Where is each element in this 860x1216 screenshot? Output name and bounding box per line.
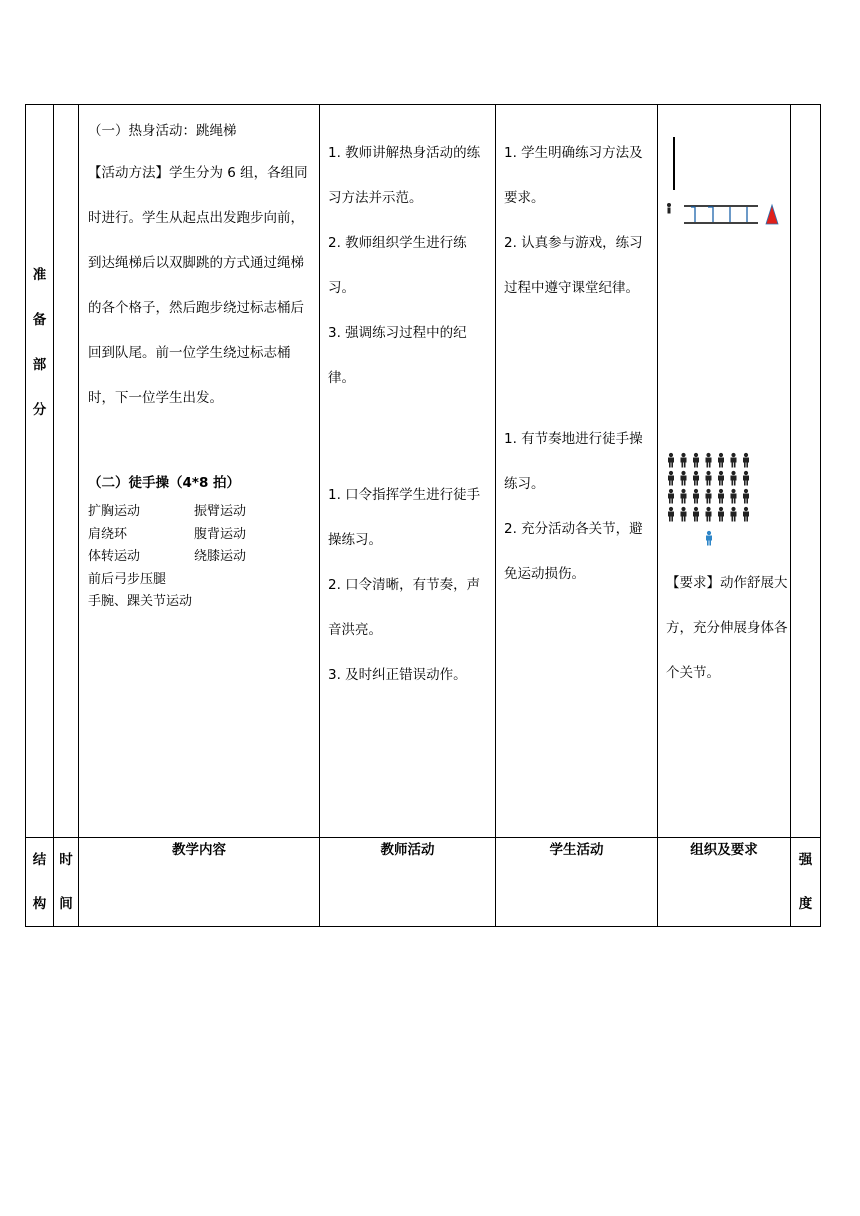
- lesson-plan-table: [25, 104, 821, 927]
- section-char: 分: [32, 402, 47, 418]
- exercise-row: [88, 569, 311, 592]
- student-figure-icon: [731, 453, 737, 468]
- student-figure-icon: [668, 507, 674, 522]
- student-step: 1. 学生明确练习方法及要求。: [504, 145, 643, 206]
- header-char: 构: [32, 896, 47, 912]
- teacher-step: 2. 口令清晰，有节奏，声音洪亮。: [328, 577, 481, 638]
- teaching-content-cell: [79, 105, 320, 838]
- student-figure-icon: [706, 453, 712, 468]
- rope-ladder-diagram: [666, 133, 786, 233]
- student-figure-icon: [668, 489, 674, 504]
- student-figure-icon: [731, 471, 737, 486]
- prep-row: [26, 105, 821, 838]
- student-step: 2. 认真参与游戏，练习过程中遵守课堂纪律。: [504, 235, 643, 296]
- student-figure-icon: [731, 489, 737, 504]
- time-cell: [54, 105, 79, 838]
- teacher-step: 2. 教师组织学生进行练习。: [328, 235, 467, 296]
- student-figure-icon: [743, 471, 749, 486]
- header-intensity: [791, 838, 821, 927]
- header-char: 强: [798, 852, 813, 868]
- header-char: 时: [59, 852, 73, 868]
- exercise-item: 振臂运动: [194, 504, 247, 519]
- calisthenics-title: （二）徒手操（4*8 拍）: [88, 475, 241, 491]
- exercise-item: 扩胸运动: [88, 504, 141, 519]
- activity-method: 【活动方法】学生分为 6 组，各组同时进行。学生从起点出发跑步向前，到达绳梯后以双脚跳的方式通过绳梯的各个格子，然后跑步绕过标志桶后回到队尾。前一位学生绕过标志桶时，下一位学生出发。: [88, 165, 308, 406]
- header-structure: [26, 838, 54, 927]
- student-figure-icon: [718, 453, 724, 468]
- student-figure-icon: [706, 489, 712, 504]
- header-student: 学生活动: [496, 838, 658, 927]
- marker-cone-icon: [766, 205, 778, 224]
- formation-diagram: [666, 449, 786, 559]
- exercise-item: 肩绕环: [88, 526, 128, 542]
- teacher-step: 3. 强调练习过程中的纪律。: [328, 325, 467, 386]
- exercise-row: [88, 591, 311, 614]
- exercise-item: 体转运动: [88, 549, 141, 564]
- student-figure-icon: [743, 453, 749, 468]
- teacher-activity-cell: [320, 105, 496, 838]
- student-figure-icon: [681, 507, 687, 522]
- student-figure-icon: [731, 507, 737, 522]
- student-figure-icon: [743, 489, 749, 504]
- teacher-step: 1. 口令指挥学生进行徒手操练习。: [328, 487, 481, 548]
- student-figure-icon: [681, 471, 687, 486]
- spacer: [328, 401, 489, 473]
- intensity-cell: [791, 105, 821, 838]
- header-teacher: 教师活动: [320, 838, 496, 927]
- header-char: 结: [32, 852, 47, 868]
- exercise-row: [88, 501, 311, 524]
- section-char: 部: [32, 357, 47, 373]
- header-row: [26, 838, 821, 927]
- section-char: 备: [32, 312, 47, 328]
- exercise-item: 手腕、踝关节运动: [88, 594, 193, 609]
- exercise-row: [88, 546, 311, 569]
- student-figure-icon: [706, 471, 712, 486]
- student-figure-icon: [668, 453, 674, 468]
- student-figure-icon: [681, 489, 687, 504]
- teacher-step: 3. 及时纠正错误动作。: [328, 667, 467, 683]
- header-content: 教学内容: [79, 838, 320, 927]
- student-figure-icon: [693, 489, 699, 504]
- student-figure-icon: [693, 453, 699, 468]
- student-activity-cell: [496, 105, 658, 838]
- exercise-item: 绕膝运动: [194, 549, 247, 564]
- teacher-step: 1. 教师讲解热身活动的练习方法并示范。: [328, 145, 481, 206]
- student-figure-icon: [668, 471, 674, 486]
- student-figure-icon: [718, 471, 724, 486]
- rope-ladder-icon: [684, 206, 758, 223]
- spacer: [504, 311, 651, 417]
- student-figure-icon: [693, 471, 699, 486]
- teacher-figure-icon: [706, 531, 712, 546]
- student-figure-icon: [706, 507, 712, 522]
- section-label-prep: [26, 105, 54, 838]
- student-figure-icon: [743, 507, 749, 522]
- header-time: [54, 838, 79, 927]
- exercise-item: 前后弓步压腿: [88, 571, 167, 587]
- header-char: 度: [798, 896, 813, 912]
- student-figure-icon: [681, 453, 687, 468]
- organization-requirement: 【要求】动作舒展大方，充分伸展身体各个关节。: [666, 575, 788, 681]
- organization-cell: [658, 105, 791, 838]
- header-organization: 组织及要求: [658, 838, 791, 927]
- warmup-title: （一）热身活动：跳绳梯: [88, 123, 237, 139]
- student-figure-icon: [667, 203, 671, 214]
- header-char: 间: [59, 896, 73, 912]
- student-step: 1. 有节奏地进行徒手操练习。: [504, 431, 643, 492]
- exercise-row: [88, 524, 311, 547]
- student-figure-icon: [693, 507, 699, 522]
- exercise-list: [88, 501, 311, 614]
- student-figure-icon: [718, 507, 724, 522]
- student-step: 2. 充分活动各关节，避免运动损伤。: [504, 521, 643, 582]
- section-char: 准: [32, 267, 47, 283]
- exercise-item: 腹背运动: [194, 526, 247, 542]
- student-figure-icon: [718, 489, 724, 504]
